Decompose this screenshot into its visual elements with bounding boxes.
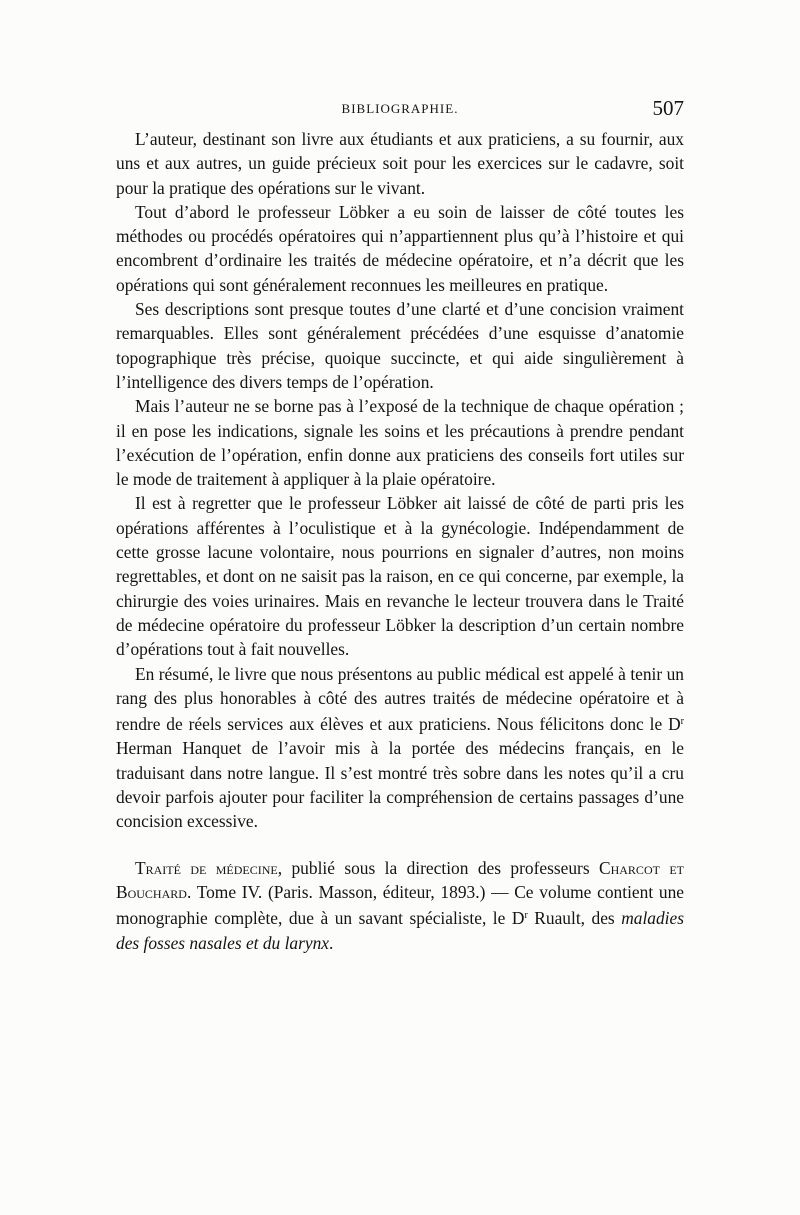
review-authors: Charcot et Bouchard xyxy=(116,857,684,902)
review-doctor-sup: r xyxy=(524,910,528,922)
running-head-title: BIBLIOGRAPHIE. xyxy=(341,101,459,116)
conclusion-paragraph xyxy=(116,662,684,834)
review-text-3: Ruault, des xyxy=(527,908,622,929)
running-head xyxy=(116,96,684,120)
page-number: 507 xyxy=(652,96,684,120)
review-text-1: , publié sous la direction des professeurs xyxy=(277,857,599,878)
paragraph: Mais l’auteur ne se borne pas à l’exposé de la technique de chaque opération ; il en pose les indications, signale les soins et les précautions à prendre pendant l’exécution de l’opération, enfin donne aux praticiens des conseils fort utiles sur le mode de traitement à appliquer à la plaie opératoire. xyxy=(116,396,684,490)
review-entry xyxy=(116,856,684,955)
conclusion-text-start: En résumé, le livre que nous présentons au public médical est appelé à tenir un rang des plus honorables à côté des autres traités de médecine opératoire et à rendre de réels services aux élèves et aux praticiens. Nous félicitons donc le D xyxy=(116,663,684,735)
paragraph: Il est à regretter que le professeur Löbker ait laissé de côté de parti pris les opérations afférentes à l’oculistique et à la gynécologie. Indépendamment de cette grosse lacune volontaire, nous pourrions en signaler d’autres, non moins regrettables, et dont on ne saisit pas la raison, en ce qui concerne, par exemple, la chirurgie des voies urinaires. Mais en revanche le lecteur trouvera dans le Traité de médecine opératoire du professeur Löbker la description d’un certain nombre d’opérations tout à fait nouvelles. xyxy=(116,493,684,660)
body-text xyxy=(116,127,684,955)
review-italic-subject: maladies des fosses nasales et du larynx xyxy=(116,908,684,953)
doctor-abbrev-sup: r xyxy=(680,716,684,728)
review-book-title: Traité de médecine xyxy=(135,857,278,878)
paragraph: Tout d’abord le professeur Löbker a eu soin de laisser de côté toutes les méthodes ou procédés opératoires qui n’appartiennent plus qu’à l’histoire et qui encombrent d’ordinaire les traités de médecine opératoire, et n’a décrit que les opérations qui sont généralement reconnues les meilleures en pratique. xyxy=(116,201,684,295)
review-text-2: . Tome IV. (Paris. Masson, éditeur, 1893.) — Ce volume contient une monographie complète, due à un savant spécialiste, le D xyxy=(116,881,684,929)
paragraph: L’auteur, destinant son livre aux étudiants et aux praticiens, a su fournir, aux uns et aux autres, un guide précieux soit pour les exercices sur le cadavre, soit pour la pratique des opérations sur le vivant. xyxy=(116,129,684,198)
paragraph: Ses descriptions sont presque toutes d’une clarté et d’une concision vraiment remarquables. Elles sont généralement précédées d’une esquisse d’anatomie topographique très précise, quoique succincte, et qui aide singulièrement à l’intelligence des divers temps de l’opération. xyxy=(116,299,684,392)
review-end: . xyxy=(329,932,334,953)
conclusion-text-end: Herman Hanquet de l’avoir mis à la portée des médecins français, en le traduisant dans notre langue. Il s’est montré très sobre dans les notes qu’il a cru devoir parfois ajouter pour faciliter la compréhension de certains passages d’une concision excessive. xyxy=(116,738,684,832)
